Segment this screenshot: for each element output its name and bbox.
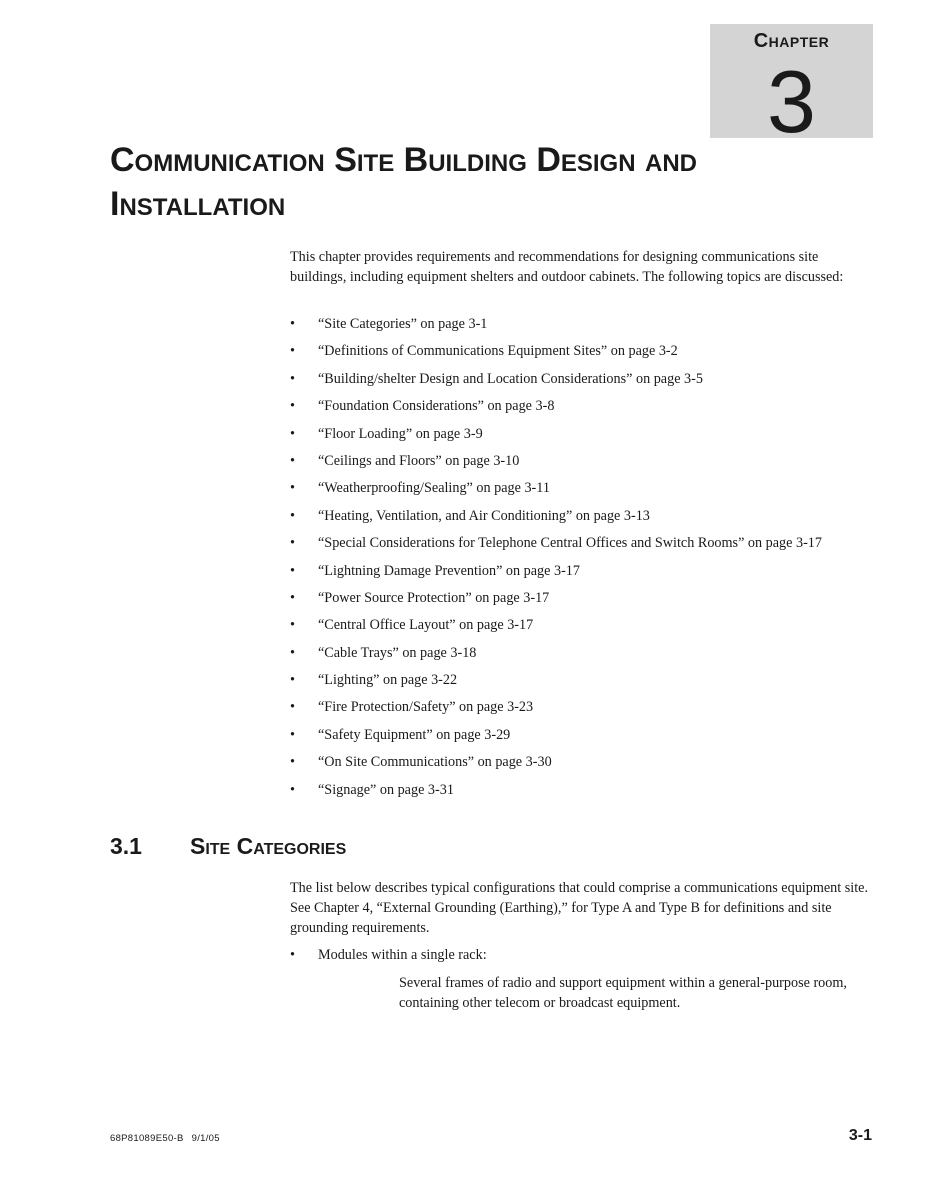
bullet-icon: •: [290, 535, 295, 552]
list-item: [290, 396, 890, 423]
list-item: [290, 588, 890, 615]
list-item: [290, 314, 890, 341]
topic-link[interactable]: “Building/shelter Design and Location Considerations” on page 3-5: [318, 370, 703, 387]
topic-link[interactable]: “Heating, Ventilation, and Air Conditioning” on page 3-13: [318, 507, 650, 524]
page-title: Communication Site Building Design and Installation: [110, 141, 697, 223]
topic-link[interactable]: “Ceilings and Floors” on page 3-10: [318, 452, 520, 469]
bullet-icon: •: [290, 452, 295, 469]
bullet-icon: •: [290, 726, 295, 743]
list-item: [290, 752, 890, 779]
bullet-icon: •: [290, 507, 295, 524]
bullet-icon: •: [290, 672, 295, 689]
list-item: [290, 670, 890, 697]
topic-link[interactable]: “Special Considerations for Telephone Central Offices and Switch Rooms” on page 3-17: [318, 535, 822, 552]
topic-link[interactable]: “Fire Protection/Safety” on page 3-23: [318, 699, 534, 716]
bullet-icon: •: [290, 343, 295, 360]
topic-link[interactable]: “Foundation Considerations” on page 3-8: [318, 398, 555, 415]
list-item: [290, 561, 890, 588]
list-item: [290, 451, 890, 478]
footer-date: 9/1/05: [191, 1133, 220, 1144]
bullet-icon: •: [290, 781, 295, 798]
list-item: [290, 341, 890, 368]
bullet-icon: •: [290, 398, 295, 415]
topic-link[interactable]: “Lightning Damage Prevention” on page 3-17: [318, 562, 580, 579]
chapter-number: 3: [767, 52, 816, 151]
topic-link[interactable]: “Definitions of Communications Equipment Sites” on page 3-2: [318, 343, 678, 360]
list-item: [290, 478, 890, 505]
bullet-icon: •: [290, 699, 295, 716]
footer-doc-id: 68P81089E50-B: [110, 1133, 184, 1144]
topic-link[interactable]: “Central Office Layout” on page 3-17: [318, 617, 534, 634]
list-item: [290, 424, 890, 451]
site-category-label: Modules within a single rack:: [318, 947, 487, 963]
list-item: [290, 725, 890, 752]
topic-link[interactable]: “Cable Trays” on page 3-18: [318, 644, 477, 661]
topic-link[interactable]: “Safety Equipment” on page 3-29: [318, 726, 511, 743]
section-number: 3.1: [110, 833, 142, 859]
list-item: [290, 643, 890, 670]
bullet-icon: •: [290, 480, 295, 497]
page-number: 3-1: [848, 1127, 872, 1144]
bullet-icon: •: [290, 316, 295, 332]
bullet-icon: •: [290, 617, 295, 634]
bullet-icon: •: [290, 947, 295, 963]
topic-link[interactable]: “Site Categories” on page 3-1: [318, 316, 488, 332]
list-item: [290, 369, 890, 396]
topic-link[interactable]: “Signage” on page 3-31: [318, 781, 454, 798]
topic-link[interactable]: “Floor Loading” on page 3-9: [318, 425, 483, 442]
list-item: [290, 506, 890, 533]
intro-paragraph: This chapter provides requirements and recommendations for designing communications site buildings, including equipment shelters and outdoor cabinets. The following topics are discussed:: [290, 249, 844, 285]
list-item: [290, 533, 890, 560]
topic-link[interactable]: “Lighting” on page 3-22: [318, 672, 458, 689]
topic-link[interactable]: “On Site Communications” on page 3-30: [318, 754, 552, 771]
section-heading: [110, 829, 810, 863]
list-item: [290, 945, 870, 965]
chapter-badge: [710, 24, 873, 151]
bullet-icon: •: [290, 562, 295, 579]
site-category-description: Several frames of radio and support equipment within a general-purpose room, containing other telecom or broadcast equipment.: [399, 975, 847, 1011]
topic-link[interactable]: “Weatherproofing/Sealing” on page 3-11: [318, 480, 550, 497]
chapter-label: Chapter: [753, 30, 830, 52]
list-item: [290, 615, 890, 642]
bullet-icon: •: [290, 425, 295, 442]
bullet-icon: •: [290, 589, 295, 606]
topic-link[interactable]: “Power Source Protection” on page 3-17: [318, 589, 550, 606]
bullet-icon: •: [290, 644, 295, 661]
list-item: [290, 697, 890, 724]
section-paragraph: The list below describes typical configurations that could comprise a communications equipment site. See Chapter 4, “External Grounding (Earthing),” for Type A and Type B for definitions and site grounding requirements.: [290, 880, 868, 936]
section-title: Site Categories: [190, 833, 347, 859]
footer-doc-info: [110, 1133, 220, 1144]
bullet-icon: •: [290, 370, 295, 387]
topic-list: [290, 314, 890, 807]
list-item: [290, 780, 890, 807]
bullet-icon: •: [290, 754, 295, 771]
